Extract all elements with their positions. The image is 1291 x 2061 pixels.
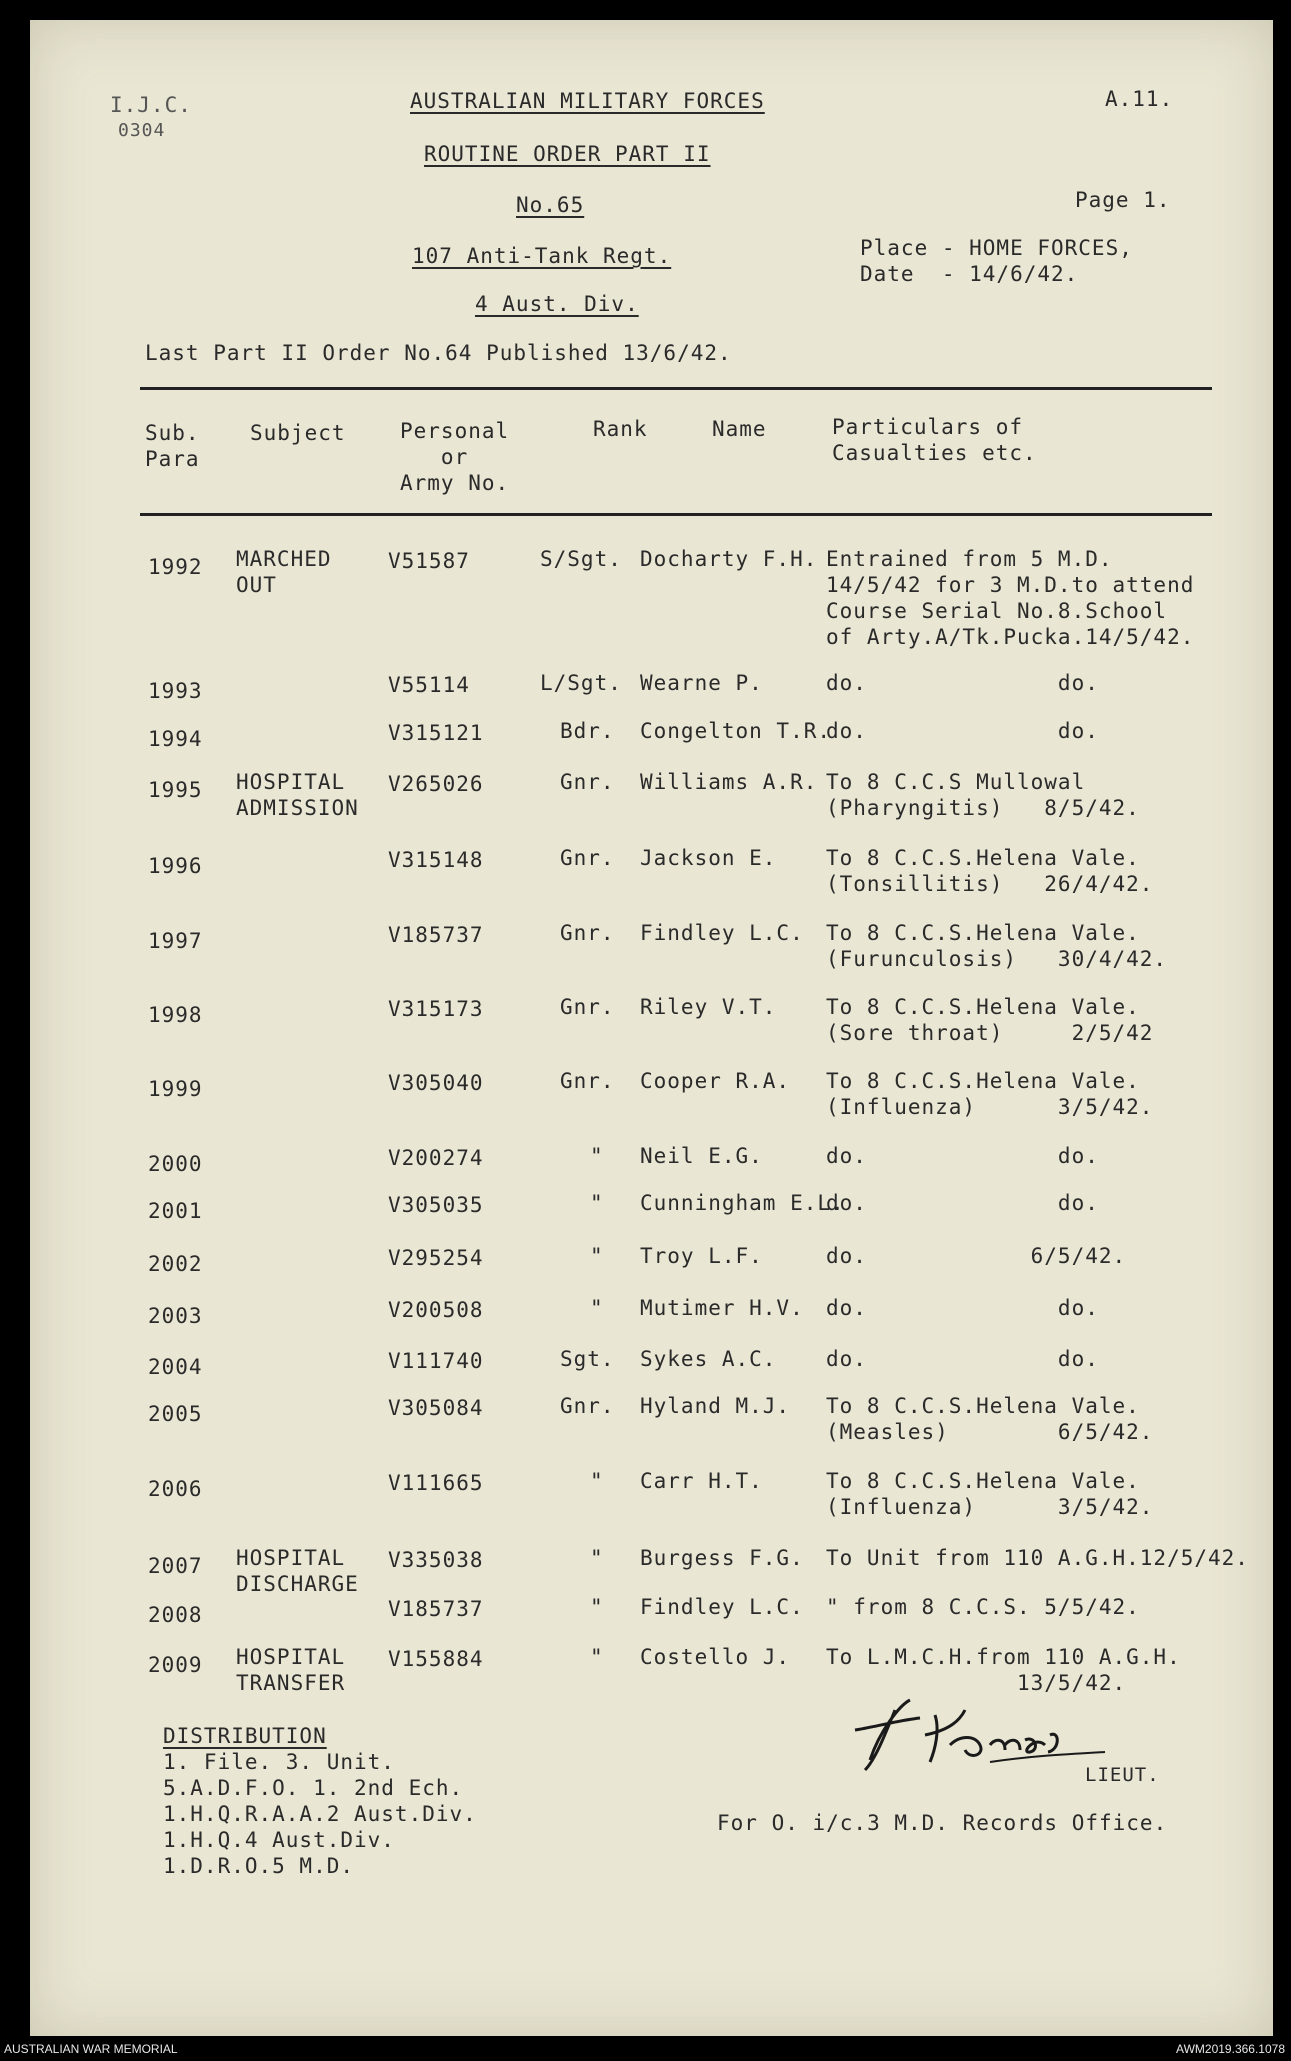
entry-name: Hyland M.J. xyxy=(640,1394,791,1418)
distribution-line: 1.D.R.O.5 M.D. xyxy=(163,1854,355,1878)
entry-particulars: To 8 C.C.S.Helena Vale. (Influenza) 3/5/42. xyxy=(826,1469,1154,1519)
entry-army-no: V200508 xyxy=(388,1298,484,1322)
records-office-line: For O. i/c.3 M.D. Records Office. xyxy=(717,1811,1168,1835)
entry-para: 1995 xyxy=(148,778,203,802)
division-name: 4 Aust. Div. xyxy=(475,292,639,316)
signatory-rank: LIEUT. xyxy=(1085,1764,1160,1786)
entry-particulars: do. 6/5/42. xyxy=(826,1244,1127,1268)
entry-rank: " xyxy=(590,1595,604,1619)
entry-army-no: V305040 xyxy=(388,1071,484,1095)
entry-particulars: do. do. xyxy=(826,1347,1099,1371)
entry-para: 1998 xyxy=(148,1003,203,1027)
entry-rank: " xyxy=(590,1469,604,1493)
distribution-line: 1.H.Q.4 Aust.Div. xyxy=(163,1828,395,1852)
entry-para: 1999 xyxy=(148,1077,203,1101)
entry-particulars: To 8 C.C.S.Helena Vale. (Influenza) 3/5/42. xyxy=(826,1069,1154,1119)
entry-name: Cunningham E.L. xyxy=(640,1191,845,1215)
reference-number: 0304 xyxy=(118,120,166,141)
entry-name: Neil E.G. xyxy=(640,1144,763,1168)
footer-left: AUSTRALIAN WAR MEMORIAL xyxy=(4,2042,178,2056)
entry-subject: HOSPITAL TRANSFER xyxy=(236,1645,346,1695)
date-line: Date - 14/6/42. xyxy=(860,262,1079,286)
entry-name: Docharty F.H. xyxy=(640,547,818,571)
col-sub-para: Sub. Para xyxy=(145,421,200,471)
reference-mark: I.J.C. xyxy=(110,93,192,117)
entry-particulars: To 8 C.C.S.Helena Vale. (Furunculosis) 30/4/42. xyxy=(826,921,1168,971)
entry-particulars: Entrained from 5 M.D. 14/5/42 for 3 M.D.to attend Course Serial No.8.School of Arty.A/Tk.Pucka.14/5/42. xyxy=(826,547,1195,649)
entry-subject: MARCHED OUT xyxy=(236,547,332,597)
header-rule xyxy=(140,387,1212,390)
entry-army-no: V111740 xyxy=(388,1349,484,1373)
entry-name: Burgess F.G. xyxy=(640,1546,804,1570)
entry-rank: Sgt. xyxy=(560,1347,615,1371)
entry-para: 1997 xyxy=(148,929,203,953)
entry-name: Findley L.C. xyxy=(640,1595,804,1619)
unit-name: 107 Anti-Tank Regt. xyxy=(412,244,672,268)
entry-name: Cooper R.A. xyxy=(640,1069,791,1093)
column-rule xyxy=(140,513,1212,516)
entry-particulars: To 8 C.C.S.Helena Vale. (Sore throat) 2/5/42 xyxy=(826,995,1154,1045)
entry-name: Wearne P. xyxy=(640,671,763,695)
entry-para: 2006 xyxy=(148,1477,203,1501)
entry-rank: " xyxy=(590,1144,604,1168)
entry-particulars: " from 8 C.C.S. 5/5/42. xyxy=(826,1595,1140,1619)
entry-army-no: V185737 xyxy=(388,1597,484,1621)
entry-rank: S/Sgt. xyxy=(540,547,622,571)
col-army-no: Personal or Army No. xyxy=(400,419,510,495)
entry-name: Jackson E. xyxy=(640,846,777,870)
entry-particulars: To 8 C.C.S Mullowal (Pharyngitis) 8/5/42. xyxy=(826,770,1140,820)
footer-right: AWM2019.366.1078 xyxy=(1176,2042,1285,2056)
entry-rank: " xyxy=(590,1645,604,1669)
entry-subject: HOSPITAL DISCHARGE xyxy=(236,1546,359,1596)
entry-particulars: do. do. xyxy=(826,1191,1099,1215)
entry-rank: " xyxy=(590,1296,604,1320)
col-rank: Rank xyxy=(593,417,648,441)
entry-particulars: To Unit from 110 A.G.H.12/5/42. xyxy=(826,1546,1249,1570)
entry-army-no: V55114 xyxy=(388,673,470,697)
page-number: Page 1. xyxy=(1075,188,1171,212)
entry-army-no: V315148 xyxy=(388,848,484,872)
entry-particulars: To L.M.C.H.from 110 A.G.H. 13/5/42. xyxy=(826,1645,1181,1695)
entry-rank: " xyxy=(590,1191,604,1215)
entry-name: Troy L.F. xyxy=(640,1244,763,1268)
entry-army-no: V111665 xyxy=(388,1471,484,1495)
entry-para: 2002 xyxy=(148,1252,203,1276)
entry-army-no: V315121 xyxy=(388,721,484,745)
place-line: Place - HOME FORCES, xyxy=(860,236,1133,260)
entry-particulars: do. do. xyxy=(826,1144,1099,1168)
col-subject: Subject xyxy=(250,421,346,445)
organisation-title: AUSTRALIAN MILITARY FORCES xyxy=(410,89,765,113)
order-title: ROUTINE ORDER PART II xyxy=(424,142,711,166)
entry-rank: " xyxy=(590,1244,604,1268)
entry-name: Sykes A.C. xyxy=(640,1347,777,1371)
entry-rank: Bdr. xyxy=(560,719,615,743)
distribution-line: 1.H.Q.R.A.A.2 Aust.Div. xyxy=(163,1802,477,1826)
entry-para: 2001 xyxy=(148,1199,203,1223)
distribution-line: 5.A.D.F.O. 1. 2nd Ech. xyxy=(163,1776,464,1800)
entry-subject: HOSPITAL ADMISSION xyxy=(236,770,359,820)
entry-rank: Gnr. xyxy=(560,995,615,1019)
entry-name: Costello J. xyxy=(640,1645,791,1669)
distribution-title: DISTRIBUTION xyxy=(163,1724,327,1748)
entry-rank: Gnr. xyxy=(560,1394,615,1418)
entry-para: 1993 xyxy=(148,679,203,703)
entry-para: 1994 xyxy=(148,727,203,751)
order-number: No.65 xyxy=(516,193,585,217)
entry-para: 1996 xyxy=(148,854,203,878)
entry-army-no: V305035 xyxy=(388,1193,484,1217)
entry-para: 2004 xyxy=(148,1355,203,1379)
entry-army-no: V305084 xyxy=(388,1396,484,1420)
entry-rank: " xyxy=(590,1546,604,1570)
entry-name: Riley V.T. xyxy=(640,995,777,1019)
entry-army-no: V315173 xyxy=(388,997,484,1021)
entry-army-no: V200274 xyxy=(388,1146,484,1170)
entry-name: Williams A.R. xyxy=(640,770,818,794)
entry-rank: Gnr. xyxy=(560,1069,615,1093)
entry-name: Findley L.C. xyxy=(640,921,804,945)
entry-name: Mutimer H.V. xyxy=(640,1296,804,1320)
entry-para: 2003 xyxy=(148,1304,203,1328)
entry-para: 2009 xyxy=(148,1653,203,1677)
entry-army-no: V335038 xyxy=(388,1548,484,1572)
entry-army-no: V295254 xyxy=(388,1246,484,1270)
entry-rank: Gnr. xyxy=(560,770,615,794)
entry-army-no: V155884 xyxy=(388,1647,484,1671)
entry-rank: Gnr. xyxy=(560,921,615,945)
entry-particulars: To 8 C.C.S.Helena Vale. (Tonsillitis) 26/4/42. xyxy=(826,846,1154,896)
last-order-line: Last Part II Order No.64 Published 13/6/42. xyxy=(145,341,732,365)
entry-army-no: V185737 xyxy=(388,923,484,947)
entry-army-no: V51587 xyxy=(388,549,470,573)
col-name: Name xyxy=(712,417,767,441)
entry-particulars: do. do. xyxy=(826,1296,1099,1320)
entry-para: 2005 xyxy=(148,1402,203,1426)
entry-name: Carr H.T. xyxy=(640,1469,763,1493)
entry-para: 2000 xyxy=(148,1152,203,1176)
entry-para: 2007 xyxy=(148,1554,203,1578)
col-particulars: Particulars of Casualties etc. xyxy=(832,415,1037,465)
entry-army-no: V265026 xyxy=(388,772,484,796)
entry-para: 1992 xyxy=(148,555,203,579)
entry-particulars: To 8 C.C.S.Helena Vale. (Measles) 6/5/42. xyxy=(826,1394,1154,1444)
entry-particulars: do. do. xyxy=(826,719,1099,743)
entry-rank: Gnr. xyxy=(560,846,615,870)
entry-particulars: do. do. xyxy=(826,671,1099,695)
entry-name: Congelton T.R. xyxy=(640,719,832,743)
entry-para: 2008 xyxy=(148,1603,203,1627)
document-code: A.11. xyxy=(1105,87,1174,111)
distribution-line: 1. File. 3. Unit. xyxy=(163,1750,395,1774)
entry-rank: L/Sgt. xyxy=(540,671,622,695)
